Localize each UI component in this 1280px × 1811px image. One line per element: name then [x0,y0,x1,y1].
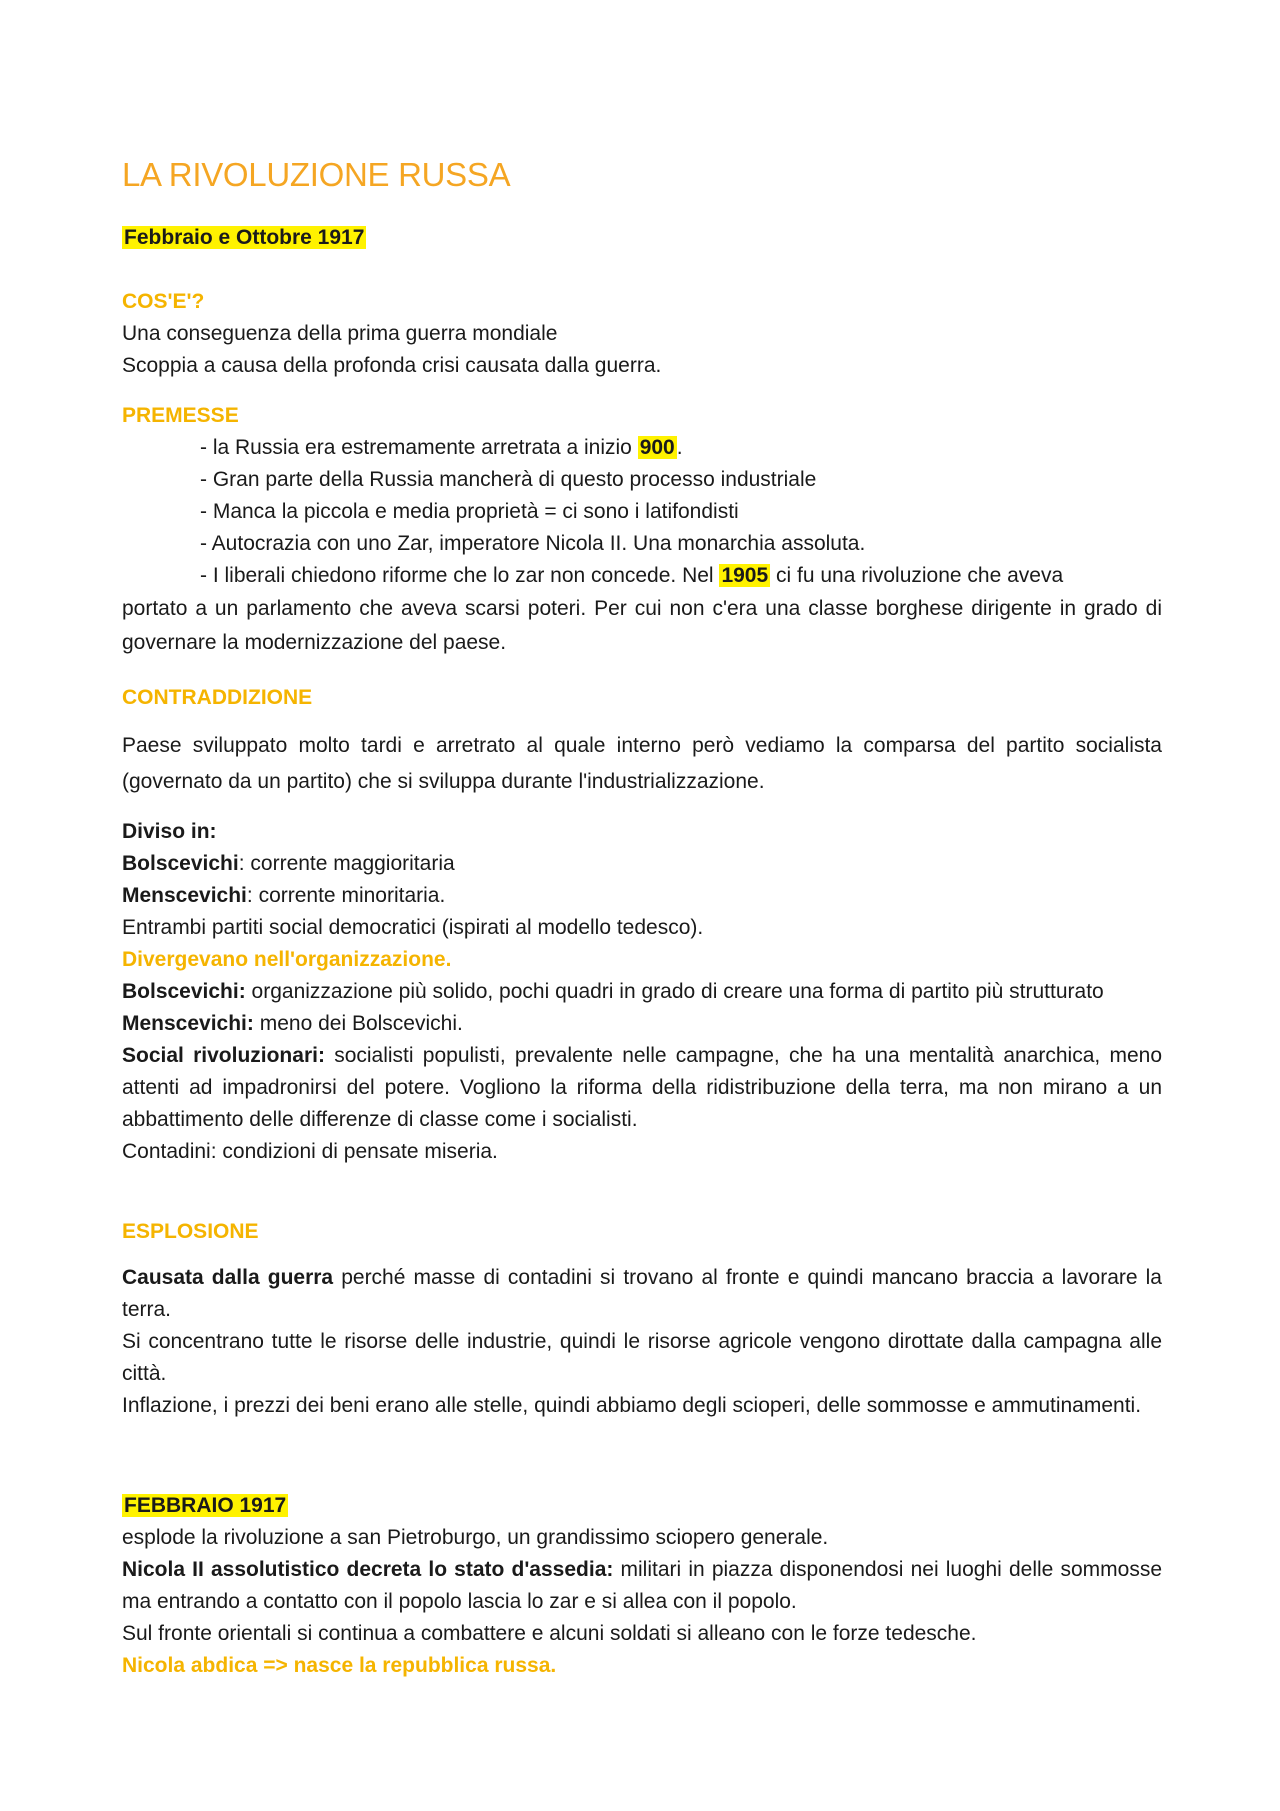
febbraio-abdica: Nicola abdica => nasce la repubblica russa. [122,1654,557,1677]
menscevichi-2-text: meno dei Bolscevichi. [253,1012,463,1035]
diviso-entrambi: Entrambi partiti social democratici (ispirati al modello tedesco). [122,916,704,939]
esplosione-paragraph-2: Si concentrano tutte le risorse delle industrie, quindi le risorse agricole vengono dirottate dalla campagna alle città. [122,1330,1162,1385]
social-rivoluzionari-label: Social rivoluzionari: [122,1044,325,1067]
causata-label: Causata dalla guerra [122,1266,334,1289]
diviso-social-rivoluzionari [122,1040,1162,1136]
bolscevichi-label: Bolscevichi [122,852,239,875]
premesse-item-3: - Manca la piccola e media proprietà = ci sono i latifondisti [200,500,739,523]
diviso-bolscevichi [122,848,1162,880]
section-heading-cose: COS'E'? [122,290,205,313]
premesse-item-1 [122,432,1162,464]
bolscevichi-text: : corrente maggioritaria [238,852,455,875]
highlight-900: 900 [639,436,675,459]
subtitle-highlight: Febbraio e Ottobre 1917 [124,226,365,249]
febbraio-highlight: FEBBRAIO 1917 [124,1494,287,1517]
premesse-item-5-text: - I liberali chiedono riforme che lo zar non concede. Nel [200,564,720,587]
diviso-menscevichi [122,880,1162,912]
cose-line-1: Una conseguenza della prima guerra mondiale [122,322,558,345]
causata-text: perché masse di contadini si trovano al fronte e quindi mancano braccia a lavorare la terra. [122,1266,1162,1321]
premesse-item-1-text: - la Russia era estremamente arretrata a inizio [200,436,638,459]
nicola-label: Nicola II assolutistico decreta lo stato d'assedia: [122,1558,614,1581]
diviso-bolscevichi-2 [122,976,1162,1008]
contraddizione-text: Paese sviluppato molto tardi e arretrato al quale interno però vediamo la comparsa del partito socialista (governato da un partito) che si sviluppa durante l'industrializzazione. [122,734,1162,793]
febbraio-fronte: Sul fronte orientali si continua a combattere e alcuni soldati si alleano con le forze tedesche. [122,1622,977,1645]
section-febbraio [122,1490,1162,1682]
menscevichi-2-label: Menscevichi: [122,1012,254,1035]
diviso-menscevichi-2 [122,1008,1162,1040]
page-title: LA RIVOLUZIONE RUSSA [122,156,511,193]
section-esplosione [122,1216,1162,1422]
premesse-item-1-end: . [676,436,683,459]
subtitle [122,222,366,254]
section-heading-premesse: PREMESSE [122,404,239,427]
section-diviso [122,816,1162,1168]
social-rivoluzionari-text: socialisti populisti, prevalente nelle campagne, che ha una mentalità anarchica, meno attenti ad impadronirsi del potere. Vogliono la riforma della ridistribuzione della terra, ma non mirano a un abbattimento delle differenze di classe come i socialisti. [122,1044,1163,1131]
highlight-1905: 1905 [721,564,769,587]
diviso-divergevano: Divergevano nell'organizzazione. [122,948,452,971]
esplosione-paragraph-3: Inflazione, i prezzi dei beni erano alle stelle, quindi abbiamo degli scioperi, delle sommosse e ammutinamenti. [122,1394,1142,1417]
esplosione-causata [122,1262,1162,1326]
premesse-item-2: - Gran parte della Russia mancherà di questo processo industriale [200,468,817,491]
cose-line-2: Scoppia a causa della profonda crisi causata dalla guerra. [122,354,662,377]
premesse-item-4: - Autocrazia con uno Zar, imperatore Nicola II. Una monarchia assoluta. [200,532,866,555]
section-heading-esplosione: ESPLOSIONE [122,1220,259,1243]
section-contraddizione [122,682,1162,800]
menscevichi-label: Menscevichi [122,884,247,907]
section-cose [122,286,1162,382]
febbraio-line-1: esplode la rivoluzione a san Pietroburgo, un grandissimo sciopero generale. [122,1526,829,1549]
section-heading-contraddizione: CONTRADDIZIONE [122,686,313,709]
section-heading-febbraio [122,1490,1162,1522]
premesse-item-5-continuation: portato a un parlamento che aveva scarsi poteri. Per cui non c'era una classe borghese dirigente in grado di governare la modernizzazione del paese. [122,597,1162,654]
bolscevichi-2-text: organizzazione più solido, pochi quadri in grado di creare una forma di partito più strutturato [245,980,1104,1003]
nicola-text: militari in piazza disponendosi nei luoghi delle sommosse ma entrando a contatto con il popolo lascia lo zar e si allea con il popolo. [122,1558,1162,1613]
febbraio-nicola [122,1554,1162,1618]
diviso-contadini: Contadini: condizioni di pensate miseria. [122,1140,498,1163]
section-premesse [122,400,1162,660]
premesse-item-5-end: ci fu una rivoluzione che aveva [770,564,1064,587]
diviso-label: Diviso in: [122,820,217,843]
menscevichi-text: : corrente minoritaria. [246,884,446,907]
bolscevichi-2-label: Bolscevichi: [122,980,246,1003]
premesse-item-5 [122,560,1162,592]
